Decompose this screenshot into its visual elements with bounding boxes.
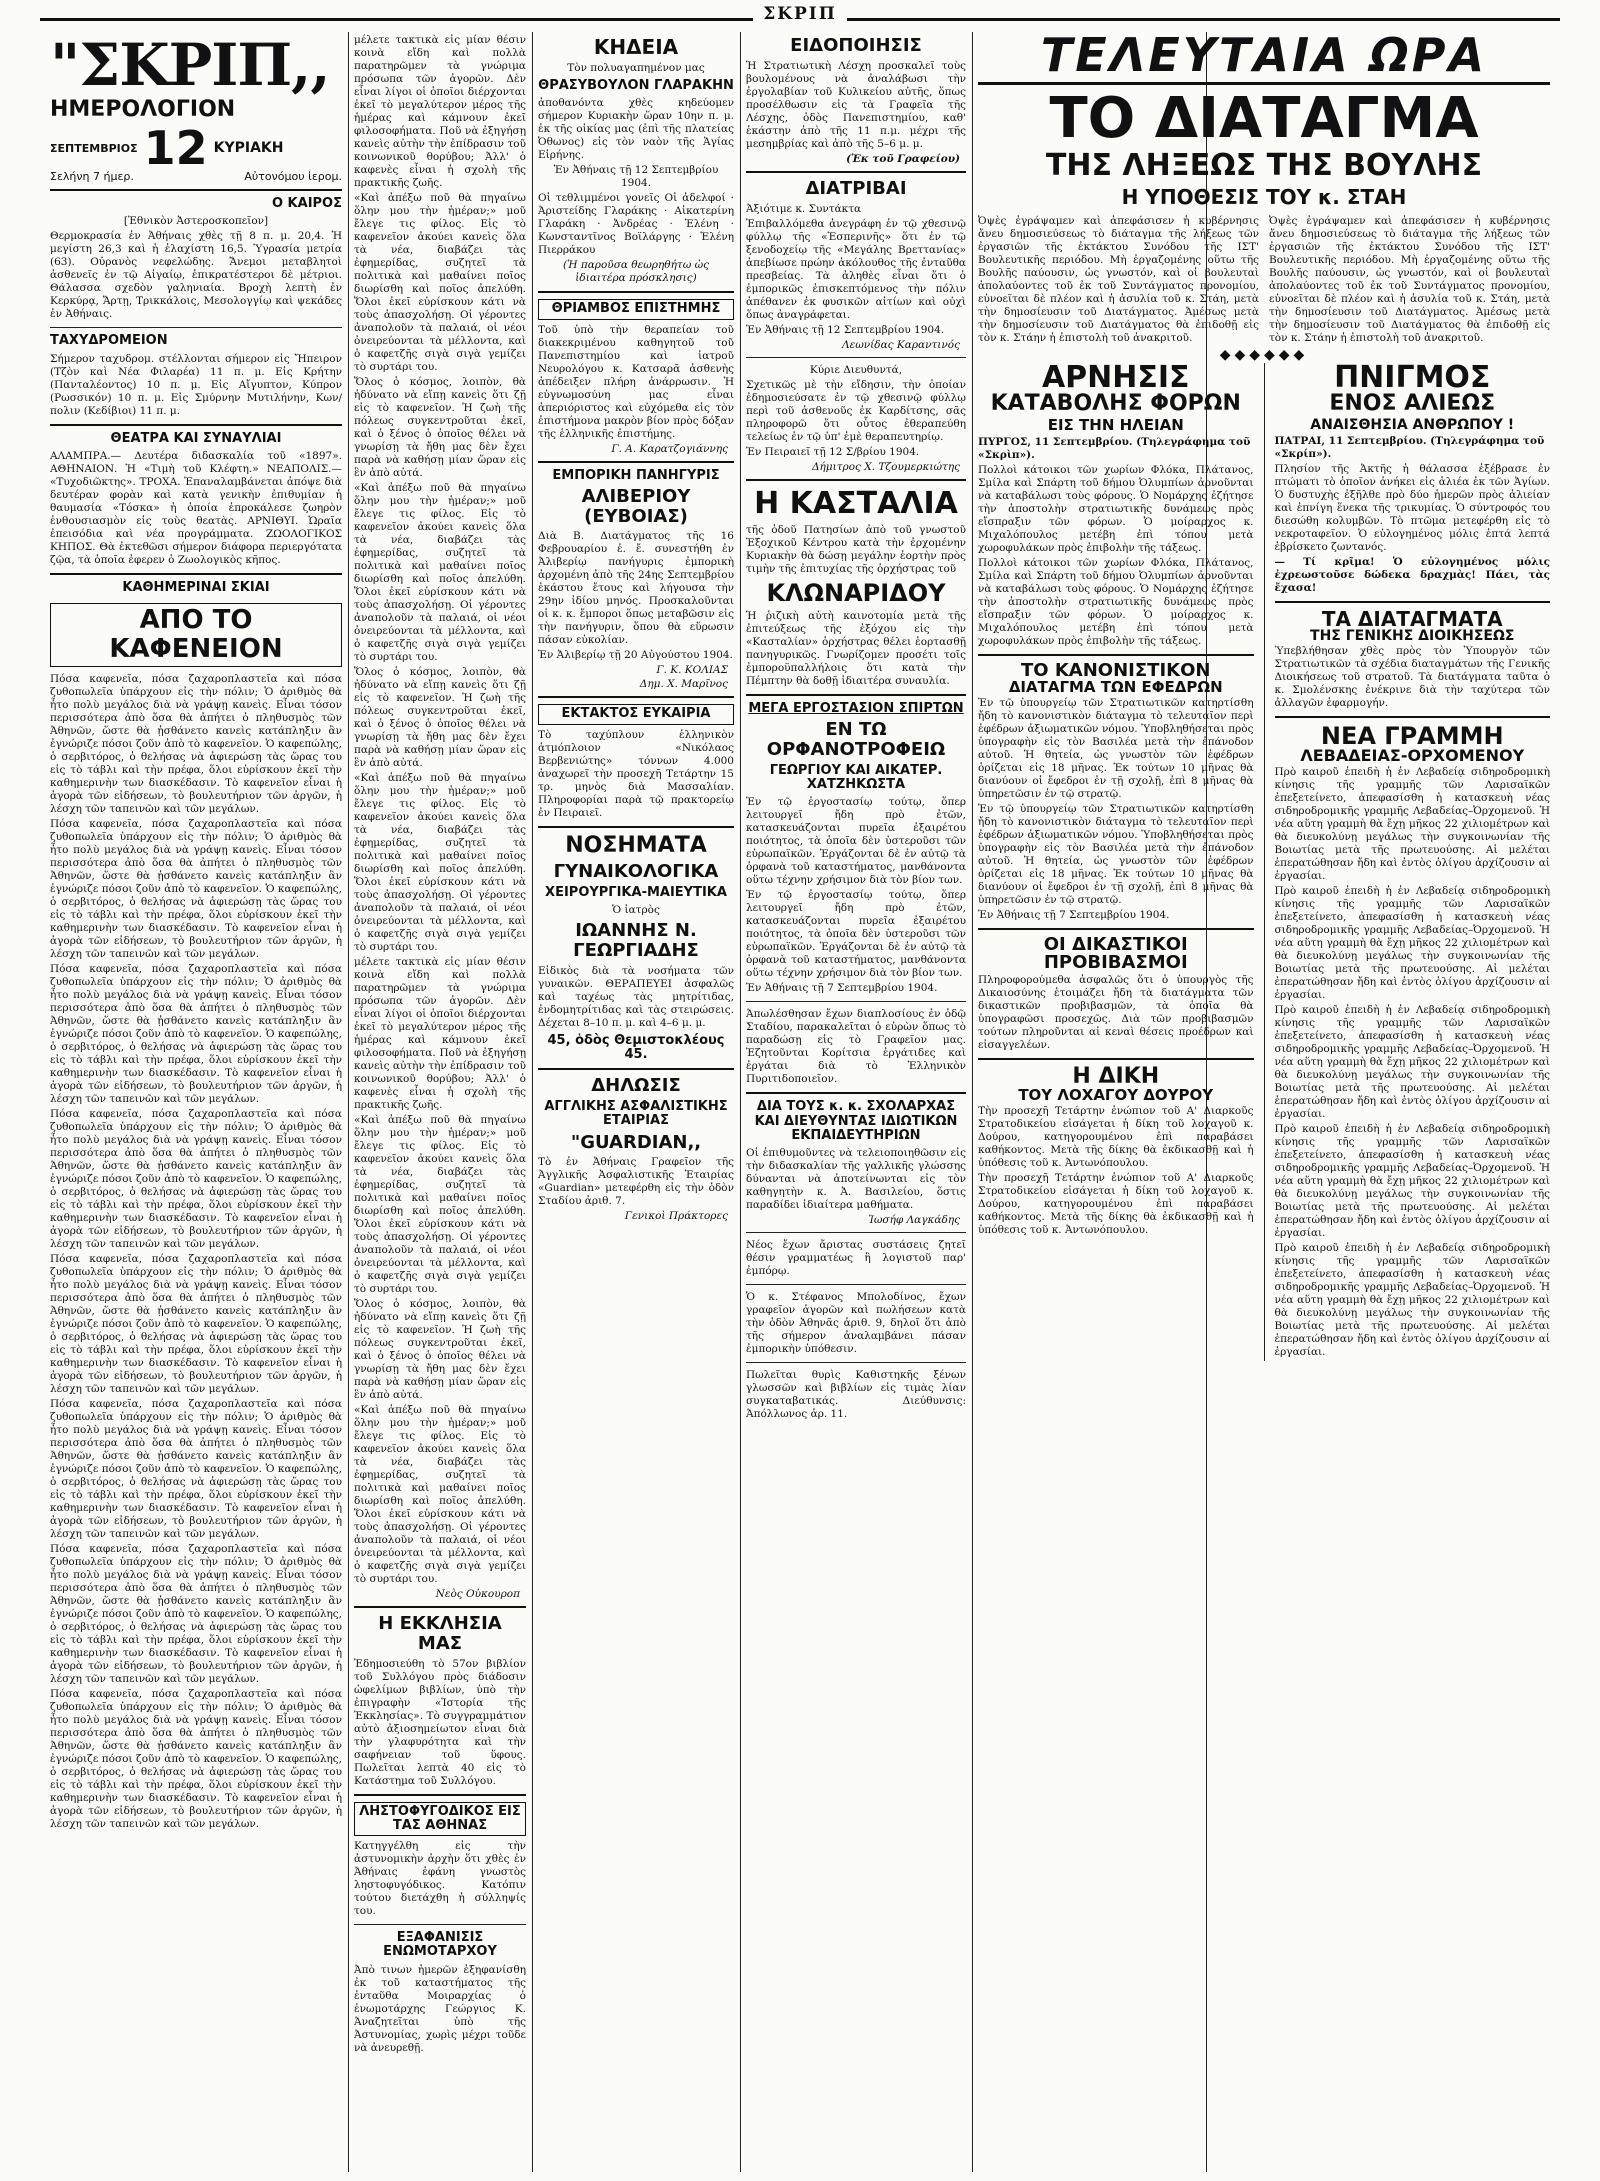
calendar-month: ΣΕΠΤΕΜΒΡΙΟΣ (50, 141, 138, 155)
cafe-continued-2: «Καὶ ἀπέξω ποῦ θὰ πηγαίνω ὅλην μου τὴν ἡμέραν;» μοῦ ἔλεγε τις φίλος. Εἰς τὸ καφενεῖον ἀκούει κανεὶς ὅλα τὰ νέα, διαβάζει τὰς ἐφημερίδας, συζητεῖ τὰ πολιτικὰ καὶ μαθαίνει ποῖος διωρίσθη καὶ ποῖος ἀπελύθη. Ὅλοι ἐκεῖ εὑρίσκουν κάτι νὰ τοὺς ἀπασχολήσῃ. Οἱ γέροντες ἀναπολοῦν τὰ παλαιά, οἱ νέοι ὀνειρεύονται τὰ μέλλοντα, καὶ ὁ καφετζῆς σιγὰ σιγὰ γεμίζει τὸ συρτάρι του. (354, 772, 526, 953)
gen-text: Ὑπεβλήθησαν χθὲς πρὸς τὸν Ὑπουργὸν τῶν Στρατιωτικῶν τὰ σχέδια διαταγμάτων τῆς Γενικῆς Διοικήσεως τοῦ στρατοῦ. Τὰ διατάγματα ταῦτα ὁ κ. Σμολένσκης ἐνέκρινε διὰ τὴν ταχύτερα τῶν ἀλλαγῶν ἐφαρμογήν. (1274, 645, 1550, 709)
robbers-text: Κατηγγέλθη εἰς τὴν ἀστυνομικὴν ἀρχὴν ὅτι χθὲς ἐν Ἀθήναις ἐφάνη γνωστὸς ληστοφυγόδικος. Κατόπιν τούτου διετάχθη ἡ σύλληψίς του. (354, 1840, 526, 1918)
orphan-heading: ΕΝ ΤΩ ΟΡΦΑΝΟΤΡΟΦΕΙΩ (766, 719, 946, 761)
funeral-text: ἀποθανόντα χθὲς κηδεύομεν σήμερον Κυριακὴν ὥραν 10ην π. μ. ἐκ τῆς οἰκίας μας (ἐπὶ τῆς πλατείας Ὀθωνος) εἰς τὸν ναὸν τῆς Ἁγίας Εἰρήνης. (538, 97, 734, 162)
fair-town: ΑΛΙΒΕΡΙΟΥ (ΕΥΒΟΙΑΣ) (581, 485, 691, 527)
notices-signature: (Ἐκ τοῦ Γραφείου) (846, 152, 960, 165)
cafe-continued-3: Ὅλος ὁ κόσμος, λοιπὸν, θὰ ἠδύνατο νὰ εἴπῃ κανεὶς ὅτι ζῇ εἰς τὸ καφενεῖον. Ἡ ζωὴ τῆς πόλεως συγκεντροῦται ἐκεῖ, καὶ ὁ ξένος ὁ ὁποῖος θέλει νὰ γνωρίσῃ τὰ ἤθη μας δὲν ἔχει παρὰ νὰ καθήσῃ μίαν ὥραν εἰς ἓν ἀπὸ αὐτά. (354, 666, 526, 769)
church-text: Ἐδημοσιεύθη τὸ 57ον βιβλίον τοῦ Συλλόγου πρὸς διάδοσιν ὠφελίμων βιβλίων, ὑπὸ τὴν ἐπιγραφὴν «Ἱστορία τῆς Ἐκκλησίας». Τὸ συγγραμμάτιον αὐτὸ ἀξιοσημείωτον εἶναι διὰ τὴν γλαφυρότητα καὶ τὴν σαφήνειαν τοῦ ὕφους. Πωλεῖται λεπτὰ 40 εἰς τὸ Κατάστημα τοῦ Συλλόγου. (354, 1657, 526, 1787)
notice-heading: ΔΗΛΩΣΙΣ (591, 1075, 681, 1097)
line-text-cont: Πρὸ καιροῦ ἐπειδὴ ἡ ἐν Λεβαδείᾳ σιδηροδρομικὴ κίνησις τῆς γραμμῆς τῶν Λαρισαϊκῶν ἐπεξετείνετο, ἀπεφασίσθη ἡ κατασκευὴ νέας σιδηροδρομικῆς γραμμῆς Λεβαδείας–Ὀρχομενοῦ. Ἡ νέα αὕτη γραμμὴ θὰ ἔχῃ μῆκος 22 χιλιομέτρων καὶ θὰ διευκολύνῃ μεγάλως τὴν συγκοινωνίαν τῆς Βοιωτίας μετὰ τῆς πρωτευούσης. Αἱ μελέται ἐπερατώθησαν ἤδη καὶ ἐντὸς ὀλίγου ἀρχίζουσιν αἱ ἐργασίαι. (1274, 1004, 1550, 1120)
cafe-continued: μέλετε τακτικὰ εἰς μίαν θέσιν κοινὰ εἴδη καὶ πολλὰ παρατηρῶμεν τὰ γνώριμα πρόσωπα τῶν ἀγορῶν. Δὲν εἶναι λίγοι οἱ ὁποῖοι διέρχονται ἐκεῖ τὸ μεγαλύτερον μέρος τῆς ἡμέρας καὶ κάμνουν ἐκεῖ φιλοσοφήματα. Ποῦ νὰ ἐξηγήσῃ κανεὶς αὐτὴν τὴν ἐπίδρασιν τοῦ κοινωνικοῦ θορύβου; Ἀλλ' ὁ καφενὲς εἶναι ἡ σχολὴ τῆς πρακτικῆς ζωῆς. (354, 956, 526, 1111)
line-text-cont: Πρὸ καιροῦ ἐπειδὴ ἡ ἐν Λεβαδείᾳ σιδηροδρομικὴ κίνησις τῆς γραμμῆς τῶν Λαρισαϊκῶν ἐπεξετείνετο, ἀπεφασίσθη ἡ κατασκευὴ νέας σιδηροδρομικῆς γραμμῆς Λεβαδείας–Ὀρχομενοῦ. Ἡ νέα αὕτη γραμμὴ θὰ ἔχῃ μῆκος 22 χιλιομέτρων καὶ θὰ διευκολύνῃ μεγάλως τὴν συγκοινωνίαν τῆς Βοιωτίας μετὰ τῆς πρωτευούσης. Αἱ μελέται ἐπερατώθησαν ἤδη καὶ ἐντὸς ὀλίγου ἀρχίζουσιν αἱ ἐργασίαι. (1274, 885, 1550, 1001)
cafe-continued-2: «Καὶ ἀπέξω ποῦ θὰ πηγαίνω ὅλην μου τὴν ἡμέραν;» μοῦ ἔλεγε τις φίλος. Εἰς τὸ καφενεῖον ἀκούει κανεὶς ὅλα τὰ νέα, διαβάζει τὰς ἐφημερίδας, συζητεῖ τὰ πολιτικὰ καὶ μαθαίνει ποῖος διωρίσθη καὶ ποῖος ἀπελύθη. Ὅλοι ἐκεῖ εὑρίσκουν κάτι νὰ τοὺς ἀπασχολήσῃ. Οἱ γέροντες ἀναπολοῦν τὰ παλαιά, οἱ νέοι ὀνειρεύονται τὰ μέλλοντα, καὶ ὁ καφετζῆς σιγὰ σιγὰ γεμίζει τὸ συρτάρι του. (354, 192, 526, 373)
letters-heading: ΔΙΑΤΡΙΒΑΙ (805, 177, 907, 199)
letters2-intro: Κύριε Διευθυντά, (809, 363, 903, 376)
cafe-continued-3: Ὅλος ὁ κόσμος, λοιπὸν, θὰ ἠδύνατο νὰ εἴπῃ κανεὶς ὅτι ζῇ εἰς τὸ καφενεῖον. Ἡ ζωὴ τῆς πόλεως συγκεντροῦται ἐκεῖ, καὶ ὁ ξένος ὁ ὁποῖος θέλει νὰ γνωρίσῃ τὰ ἤθη μας δὲν ἔχει παρὰ νὰ καθήσῃ μίαν ὥραν εἰς ἓν ἀπὸ αὐτά. (354, 1298, 526, 1401)
funeral-intro: Τὸν πολυαγαπημένον μας (567, 62, 705, 74)
cafe-text-cont: Πόσα καφενεῖα, πόσα ζαχαροπλαστεῖα καὶ πόσα ζυθοπωλεῖα ὑπάρχουν εἰς τὴν πόλιν; Ὁ ἀριθμὸς θὰ ἦτο πολὺ μεγάλος διὰ νὰ γράψῃ κανεὶς. Εἶναι τόσον περισσότερα ἀπὸ ὅσα θὰ ἀπήτει ὁ πληθυσμὸς τῶν Ἀθηνῶν, ὥστε θὰ ᾐσθάνετο κανεὶς κατάπληξιν ἂν ἐγνώριζε πόσοι ζοῦν ἀπὸ τὸ καφενεῖον. Ὁ καφεπώλης, ὁ σερβιτόρος, ὁ θελήσας νὰ ἀφιερώσῃ τὰς ὥρας του εἰς τὸ τάβλι καὶ τὴν πρέφα, ὅλοι εὑρίσκουν ἐκεῖ τὴν καθημερινὴν των διασκέδασιν. Τὸ καφενεῖον εἶναι ἡ ἀγορὰ τῶν εἰδήσεων, τὸ βουλευτήριον τῶν ἀργῶν, ἡ λέσχη τῶν ταπεινῶν καὶ τῶν μεγάλων. (50, 1252, 342, 1395)
doctor-address: 45, ὁδὸς Θεμιστοκλέους 45. (547, 1032, 725, 1062)
masthead (40, 4, 1560, 26)
column-5 (978, 32, 1550, 2172)
notice-sub: ΑΓΓΛΙΚΗΣ ΑΣΦΑΛΙΣΤΙΚΗΣ ΕΤΑΙΡΙΑΣ (544, 1099, 728, 1129)
cafe-text-cont: Πόσα καφενεῖα, πόσα ζαχαροπλαστεῖα καὶ πόσα ζυθοπωλεῖα ὑπάρχουν εἰς τὴν πόλιν; Ὁ ἀριθμὸς θὰ ἦτο πολὺ μεγάλος διὰ νὰ γράψῃ κανεὶς. Εἶναι τόσον περισσότερα ἀπὸ ὅσα θὰ ἀπήτει ὁ πληθυσμὸς τῶν Ἀθηνῶν, ὥστε θὰ ᾐσθάνετο κανεὶς κατάπληξιν ἂν ἐγνώριζε πόσοι ζοῦν ἀπὸ τὸ καφενεῖον. Ὁ καφεπώλης, ὁ σερβιτόρος, ὁ θελήσας νὰ ἀφιερώσῃ τὰς ὥρας του εἰς τὸ τάβλι καὶ τὴν πρέφα, ὅλοι εὑρίσκουν ἐκεῖ τὴν καθημερινὴν των διασκέδασιν. Τὸ καφενεῖον εἶναι ἡ ἀγορὰ τῶν εἰδήσεων, τὸ βουλευτήριον τῶν ἀργῶν, ἡ λέσχη τῶν ταπεινῶν καὶ τῶν μεγάλων. (50, 1542, 342, 1685)
cafe-text-cont: Πόσα καφενεῖα, πόσα ζαχαροπλαστεῖα καὶ πόσα ζυθοπωλεῖα ὑπάρχουν εἰς τὴν πόλιν; Ὁ ἀριθμὸς θὰ ἦτο πολὺ μεγάλος διὰ νὰ γράψῃ κανεὶς. Εἶναι τόσον περισσότερα ἀπὸ ὅσα θὰ ἀπήτει ὁ πληθυσμὸς τῶν Ἀθηνῶν, ὥστε θὰ ᾐσθάνετο κανεὶς κατάπληξιν ἂν ἐγνώριζε πόσοι ζοῦν ἀπὸ τὸ καφενεῖον. Ὁ καφεπώλης, ὁ σερβιτόρος, ὁ θελήσας νὰ ἀφιερώσῃ τὰς ὥρας του εἰς τὸ τάβλι καὶ τὴν πρέφα, ὅλοι εὑρίσκουν ἐκεῖ τὴν καθημερινὴν των διασκέδασιν. Τὸ καφενεῖον εἶναι ἡ ἀγορὰ τῶν εἰδήσεων, τὸ βουλευτήριον τῶν ἀργῶν, ἡ λέσχη τῶν ταπεινῶν καὶ τῶν μεγάλων. (50, 1107, 342, 1250)
daily-kicker: ΚΑΘΗΜΕΡΙΝΑΙ ΣΚΙΑΙ (122, 580, 270, 596)
orphan-sub: ΓΕΩΡΓΙΟΥ ΚΑΙ ΑΙΚΑΤΕΡ. ΧΑΤΖΗΚΩΣΤΑ (769, 762, 943, 793)
line-text-cont: Πρὸ καιροῦ ἐπειδὴ ἡ ἐν Λεβαδείᾳ σιδηροδρομικὴ κίνησις τῆς γραμμῆς τῶν Λαρισαϊκῶν ἐπεξετείνετο, ἀπεφασίσθη ἡ κατασκευὴ νέας σιδηροδρομικῆς γραμμῆς Λεβαδείας–Ὀρχομενοῦ. Ἡ νέα αὕτη γραμμὴ θὰ ἔχῃ μῆκος 22 χιλιομέτρων καὶ θὰ διευκολύνῃ μεγάλως τὴν συγκοινωνίαν τῆς Βοιωτίας μετὰ τῆς πρωτευούσης. Αἱ μελέται ἐπερατώθησαν ἤδη καὶ ἐντὸς ὀλίγου ἀρχίζουσιν αἱ ἐργασίαι. (1274, 1242, 1550, 1358)
masthead-title: ΣΚΡΙΠ (753, 4, 847, 24)
column-5-left (978, 363, 1254, 1361)
drown-sub: ΑΝΑΙΣΘΗΣΙΑ ΑΝΘΡΩΠΟΥ ! (1310, 417, 1515, 433)
tax-text: Πολλοὶ κάτοικοι τῶν χωρίων Φλόκα, Πλάτανος, Σμίλα καὶ Σπάρτη τοῦ δήμου Ὀλυμπίων ἀρνοῦνται νὰ καταβάλωσι τοὺς φόρους. Ὁ Νομάρχης ἐζήτησε τὴν ἀποστολὴν στρατιωτικῆς δυνάμεως πρὸς εἴσπραξιν τῶν φόρων. Ὁ μοίραρχος κ. Μιχαλόπουλος μετέβη ἐπὶ τόπου μετὰ χωροφυλάκων πρὸς ἐπιβολὴν τῆς τάξεως. (978, 464, 1254, 554)
tax-text-cont: Πολλοὶ κάτοικοι τῶν χωρίων Φλόκα, Πλάτανος, Σμίλα καὶ Σπάρτη τοῦ δήμου Ὀλυμπίων ἀρνοῦνται νὰ καταβάλωσι τοὺς φόρους. Ὁ Νομάρχης ἐζήτησε τὴν ἀποστολὴν στρατιωτικῆς δυνάμεως πρὸς εἴσπραξιν τῶν φόρων. Ὁ μοίραρχος κ. Μιχαλόπουλος μετέβη ἐπὶ τόπου μετὰ χωροφυλάκων πρὸς ἐπιβολὴν τῆς τάξεως. (978, 557, 1254, 647)
gen-heading: ΤΑ ΔΙΑΤΑΓΜΑΤΑ (1321, 607, 1503, 631)
last-hour-banner: ΤΕΛΕΥΤΑΙΑ ΩΡΑ (978, 32, 1550, 85)
decree-text-cont: Ὀψὲς ἐγράψαμεν καὶ ἀπεφάσισεν ἡ κυβέρνησις ἄνευ δημοσιεύσεως τὸ διάταγμα τῆς λήξεως τῶν ἐργασιῶν τῆς ἐκτάκτου Συνόδου τῆς ΙΣΤ' Βουλευτικῆς περιόδου. Μὴ ἐργαζομένης οὕτω τῆς Βουλῆς παύουσιν, ὡς γνωστόν, καὶ οἱ βουλευταὶ ἀπολαύοντες τοῦ ἐκ τοῦ Συντάγματος προνομίου, εὐνοεῖται δὲ πλέον καὶ ἡ ἀσυλία τοῦ κ. Στάη, μετὰ τὴν δημοσίευσιν τοῦ Διατάγματος. Ἀμέσως μετὰ τὴν δημοσίευσιν τοῦ Διατάγματος θὰ ἐπιδοθῇ εἰς τὸν κ. Στάην ἡ ἐπιστολὴ τοῦ ἀνακριτοῦ. (1269, 215, 1550, 344)
gen-heading-2: ΤΗΣ ΓΕΝΙΚΗΣ ΔΙΟΙΚΗΣΕΩΣ (1310, 628, 1515, 644)
schools-signature: Ἰωσήφ Λαγκάδης (868, 1214, 960, 1227)
fair-signature-2: Δημ. Χ. Μαρῖνος (639, 678, 728, 691)
letters2-date: Ἐν Πειραιεῖ τῇ 12 Σ/βρίου 1904. (746, 445, 920, 458)
court-heading-2: ΠΡΟΒΙΒΑΣΜΟΙ (1043, 952, 1188, 973)
tax-heading-2: ΚΑΤΑΒΟΛΗΣ ΦΟΡΩΝ (990, 391, 1241, 416)
cafe-continued-2: «Καὶ ἀπέξω ποῦ θὰ πηγαίνω ὅλην μου τὴν ἡμέραν;» μοῦ ἔλεγε τις φίλος. Εἰς τὸ καφενεῖον ἀκούει κανεὶς ὅλα τὰ νέα, διαβάζει τὰς ἐφημερίδας, συζητεῖ τὰ πολιτικὰ καὶ μαθαίνει ποῖος διωρίσθη καὶ ποῖος ἀπελύθη. Ὅλοι ἐκεῖ εὑρίσκουν κάτι νὰ τοὺς ἀπασχολήσῃ. Οἱ γέροντες ἀναπολοῦν τὰ παλαιά, οἱ νέοι ὀνειρεύονται τὰ μέλλοντα, καὶ ὁ καφετζῆς σιγὰ σιγὰ γεμίζει τὸ συρτάρι του. (354, 1404, 526, 1585)
tax-place: ΕΙΣ ΤΗΝ ΗΛΕΙΑΝ (1047, 416, 1184, 434)
letters-intro: Ἀξιότιμε κ. Συντάκτα (746, 202, 862, 215)
funeral-date: Ἐν Ἀθήναις τῇ 12 Σεπτεμβρίου 1904. (553, 164, 719, 190)
robbers-heading: ΛΗΣΤΟΦΥΓΟΔΙΚΟΣ ΕΙΣ ΤΑΣ ΑΘΗΝΑΣ (354, 1802, 526, 1837)
trial-text-cont: Τὴν προσεχῆ Τετάρτην ἐνώπιον τοῦ Α' Διαρκοῦς Στρατοδικείου εἰσάγεται ἡ δίκη τοῦ λοχαγοῦ κ. Δούρου, κατηγορουμένου ἐπὶ παραβάσει καθήκοντος. Μετὰ τῆς δίκης θὰ ἐκδικασθῇ καὶ ἡ ὑπόθεσις τοῦ κ. Ἀντωνόπουλου. (978, 1172, 1254, 1236)
kastalia-text-2: Ἡ ῥιζικὴ αὐτὴ καινοτομία μετὰ τῆς ἐπιτεύξεως τῆς ἐξόχου εἰς τὴν «Κασταλίαν» ὀρχήστρας θέλει ἑορτασθῇ πανηγυρικῶς. Γνωρίζομεν προσέτι τοῖς ἐμποροϋπαλλήλοις ὅτι κατὰ τὴν Πέμπτην θὰ δοθῇ ἰδιαιτέρα συναυλία. (746, 609, 966, 687)
schools-text: Οἱ ἐπιθυμοῦντες νὰ τελειοποιηθῶσιν εἰς τὴν διδασκαλίαν τῆς γαλλικῆς γλώσσης δύνανται νὰ ἀποτείνωνται εἰς τὸν καθηγητὴν κ. Ἀ. Βασιλείου, ὅστις παραδίδει ἰδιαίτερα μαθήματα. (746, 1147, 966, 1212)
ornament: ◆◆◆◆◆◆ (1219, 347, 1309, 363)
bargain-heading: ΕΚΤΑΚΤΟΣ ΕΥΚΑΙΡΙΑ (538, 704, 734, 724)
line-heading: ΝΕΑ ΓΡΑΜΜΗ (1320, 722, 1504, 750)
fair-text: Διὰ Β. Διατάγματος τῆς 16 Φεβρουαρίου ἐ. ἔ. συνεστήθη ἐν Ἀλιβερίῳ πανήγυρις ἐμπορικὴ ἀρχομένη ἀπὸ τῆς 24ης Σεπτεμβρίου ἑκάστου ἔτους καὶ λήγουσα τὴν 29ην ἰδίου μηνός. Προσκαλοῦνται οἱ κ. κ. ἔμποροι ὅπως μεταβῶσιν εἰς τὴν πανήγυριν, ὅπου θὰ εὕρωσιν πάσαν εὐκολίαν. (538, 530, 734, 647)
calendar-title: ΗΜΕΡΟΛΟΓΙΟΝ (50, 97, 236, 122)
doctor-name: ΙΩΑΝΝΗΣ Ν. ΓΕΩΡΓΙΑΔΗΣ (573, 920, 699, 961)
cafe-text-cont: Πόσα καφενεῖα, πόσα ζαχαροπλαστεῖα καὶ πόσα ζυθοπωλεῖα ὑπάρχουν εἰς τὴν πόλιν; Ὁ ἀριθμὸς θὰ ἦτο πολὺ μεγάλος διὰ νὰ γράψῃ κανεὶς. Εἶναι τόσον περισσότερα ἀπὸ ὅσα θὰ ἀπήτει ὁ πληθυσμὸς τῶν Ἀθηνῶν, ὥστε θὰ ᾐσθάνετο κανεὶς κατάπληξιν ἂν ἐγνώριζε πόσοι ζοῦν ἀπὸ τὸ καφενεῖον. Ὁ καφεπώλης, ὁ σερβιτόρος, ὁ θελήσας νὰ ἀφιερώσῃ τὰς ὥρας του εἰς τὸ τάβλι καὶ τὴν πρέφα, ὅλοι εὑρίσκουν ἐκεῖ τὴν καθημερινὴν των διασκέδασιν. Τὸ καφενεῖον εἶναι ἡ ἀγορὰ τῶν εἰδήσεων, τὸ βουλευτήριον τῶν ἀργῶν, ἡ λέσχη τῶν ταπεινῶν καὶ τῶν μεγάλων. (50, 962, 342, 1105)
kastalia-text: τῆς ὁδοῦ Πατησίων ἀπὸ τοῦ γνωστοῦ Ἐξοχικοῦ Κέντρου κατὰ τὴν ἐρχομένην Κυριακὴν θὰ δώσῃ μεγάλην ἑορτὴν πρὸς τιμὴν τῆς ἐπιτυχίας τῆς ὀρχήστρας τοῦ (746, 523, 966, 575)
court-text: Πληροφορούμεθα ἀσφαλῶς ὅτι ὁ ὑπουργὸς τῆς Δικαιοσύνης ἑτοιμάζει ἤδη τὰ διατάγματα τῶν δικαστικῶν προβιβασμῶν, τὰ ὁποῖα θὰ ὑπογραφῶσι προσεχῶς. Διὰ τῶν προβιβασμῶν τούτων πληροῦνται αἱ κεναὶ θέσεις προέδρων καὶ εἰσαγγελέων. (978, 974, 1254, 1051)
church-heading: Η ΕΚΚΛΗΣΙΑ ΜΑΣ (378, 1613, 502, 1654)
shop3-text: Πωλεῖται θυρὶς Καθιστηκῆς ξένων γλωσσῶν καὶ βιβλίων εἰς τιμὰς λίαν συγκαταβατικάς. Διεύθυνσις: Ἀπόλλωνος ἀρ. 11. (746, 1369, 966, 1421)
theatre-text: ΑΛΑΜΠΡΑ.— Δευτέρα διδασκαλία τοῦ «1897». ΑΘΗΝΑΙΟΝ. Ἡ «Τιμὴ τοῦ Κλέφτη.» ΝΕΑΠΟΛΙΣ.— «Τυχοδιῶκτης». ΤΡΟΧΑ. Ἐπαναλαμβάνεται ἀπόψε διὰ δευτέραν φορὰν καὶ κατὰ γενικὴν ἐπιθυμίαν ἡ θαυμασία «Τόσκα» ἡ ὁποία ἐπροκάλεσε ζωηρὸν ἐνθουσιασμὸν εἰς τοὺς θεατὰς. ΑΡΝΙΘΥΙ. Ὡραῖα ἐπεισόδια καὶ νέα προγράμματα. ΖΩΟΛΟΓΙΚΟΣ ΚΗΠΟΣ. Θὰ ἐκτεθῶσι σήμερον διάφορα περιεργότατα ζῷα, τὰ ὁποῖα ἐφερεν ὁ Ζωολογικὸς κῆπος. (50, 450, 342, 567)
column-2 (354, 32, 526, 2172)
cafe-continued-2: «Καὶ ἀπέξω ποῦ θὰ πηγαίνω ὅλην μου τὴν ἡμέραν;» μοῦ ἔλεγε τις φίλος. Εἰς τὸ καφενεῖον ἀκούει κανεὶς ὅλα τὰ νέα, διαβάζει τὰς ἐφημερίδας, συζητεῖ τὰ πολιτικὰ καὶ μαθαίνει ποῖος διωρίσθη καὶ ποῖος ἀπελύθη. Ὅλοι ἐκεῖ εὑρίσκουν κάτι νὰ τοὺς ἀπασχολήσῃ. Οἱ γέροντες ἀναπολοῦν τὰ παλαιά, οἱ νέοι ὀνειρεύονται τὰ μέλλοντα, καὶ ὁ καφετζῆς σιγὰ σιγὰ γεμίζει τὸ συρτάρι του. (354, 1114, 526, 1295)
bargain-text: Τὸ ταχύπλουν ἑλληνικὸν ἀτμόπλοιον «Νικόλαος Βερβενιώτης» τόννων 4.000 ἀναχωρεῖ τὴν προσεχῆ Τετάρτην 15 τρ. μηνὸς διὰ Μασσαλίαν. Πληροφορίαι παρὰ τῷ πρακτορείῳ ἐν Πειραιεῖ. (538, 728, 734, 819)
notice-text: Τὸ ἐν Ἀθήναις Γραφεῖον τῆς Ἀγγλικῆς Ἀσφαλιστικῆς Ἑταιρίας «Guardian» μετεφέρθη εἰς τὴν ὁδὸν Σταδίου ἀριθ. 7. (538, 1156, 734, 1208)
trial-heading: Η ΔΙΚΗ (1072, 1064, 1160, 1089)
vanish-heading: ΕΞΑΦΑΝΙΣΙΣ ΕΝΩΜΟΤΑΡΧΟΥ (383, 1930, 497, 1960)
moon-phase: Σελήνη 7 ήμερ. (50, 170, 134, 184)
fair-place: Ἐν Ἀλιβερίῳ τῇ 20 Αὐγούστου 1904. (538, 649, 733, 662)
cafe-continued: μέλετε τακτικὰ εἰς μίαν θέσιν κοινὰ εἴδη καὶ πολλὰ παρατηρῶμεν τὰ γνώριμα πρόσωπα τῶν ἀγορῶν. Δὲν εἶναι λίγοι οἱ ὁποῖοι διέρχονται ἐκεῖ τὸ μεγαλύτερον μέρος τῆς ἡμέρας καὶ κάμνουν ἐκεῖ φιλοσοφήματα. Ποῦ νὰ ἐξηγήσῃ κανεὶς αὐτὴν τὴν ἐπίδρασιν τοῦ κοινωνικοῦ θορύβου; Ἀλλ' ὁ καφενὲς εἶναι ἡ σχολὴ τῆς πρακτικῆς ζωῆς. (354, 34, 526, 189)
cafe-continued-3: Ὅλος ὁ κόσμος, λοιπὸν, θὰ ἠδύνατο νὰ εἴπῃ κανεὶς ὅτι ζῇ εἰς τὸ καφενεῖον. Ἡ ζωὴ τῆς πόλεως συγκεντροῦται ἐκεῖ, καὶ ὁ ξένος ὁ ὁποῖος θέλει νὰ γνωρίσῃ τὰ ἤθη μας δὲν ἔχει παρὰ νὰ καθήσῃ μίαν ὥραν εἰς ἓν ἀπὸ αὐτά. (354, 376, 526, 479)
column-rule (348, 32, 349, 2172)
triumph-text: Τοῦ ὑπὸ τὴν θεραπείαν τοῦ διακεκριμένου καθηγητοῦ τοῦ Πανεπιστημίου καὶ ἰατροῦ Νευρολόγου κ. Κατσαρᾶ ἀσθενὴς ἀπέδειξεν πλήρη ἀνάρρωσιν. Ἡ εὐγνωμοσύνη μας εἶναι ἀπεριόριστος καὶ εὐχόμεθα εἰς τὸν ἐπιστήμονα μακρὸν βίον πρὸς δόξαν τῆς ἑλληνικῆς ἐπιστήμης. (538, 323, 734, 440)
calendar-weekday: ΚΥΡΙΑΚΗ (213, 140, 284, 157)
letters2-signature: Δήμιτρος Χ. Τζουμερκιώτης (811, 460, 960, 473)
disease-heading: ΝΟΣΗΜΑΤΑ (565, 832, 707, 858)
drown-text: Πλησίον τῆς Ἀκτῆς ἡ θάλασσα ἐξέβρασε ἐν πτώματι τὸ ὁποῖον ἀνήκει εἰς ἁλιέα ἐκ τῶν Ἀγίων. Ὁ δυστυχὴς ἐξῆλθε πρὸ δύο ἡμερῶν πρὸς ἁλιείαν καὶ ἐπνίγη ἕνεκα τῆς τρικυμίας. Ὁ σύντροφός του διεσώθη κολυμβῶν. Τὸ πτῶμα μετεφέρθη εἰς τὸ νεκροταφεῖον. Ὁ εὐλογημένος μόλις ἐπτά λεπτά ἐβρίσκετο ζωντανός. (1274, 463, 1550, 553)
decree-sub: Η ΥΠΟΘΕΣΙΣ ΤΟΥ κ. ΣΤΑΗ (1121, 185, 1407, 209)
regs-heading: ΤΟ ΚΑΝΟΝΙΣΤΙΚΟΝ (1021, 660, 1211, 681)
tax-heading: ΑΡΝΗΣΙΣ (1041, 363, 1190, 395)
deceased-name: ΘΡΑΣΥΒΟΥΛΟΝ ΓΛΑΡΑΚΗΝ (538, 78, 734, 93)
orphan-text-cont: Ἐν τῷ ἐργοστασίῳ τούτῳ, ὅπερ λειτουργεῖ ἤδη πρὸ ἐτῶν, κατασκευάζονται πυρεῖα ἐξαιρέτου ποιότητος, τὰ ὁποῖα δὲν ὑστεροῦσι τῶν εὐρωπαϊκῶν. Ἐργάζονται δὲ ἐν αὐτῷ τὰ ὀρφανὰ τοῦ καταστήματος, μανθάνοντα οὕτω τέχνην χρήσιμον διὰ τὸν βίον των. (746, 889, 966, 980)
trial-heading-2: ΤΟΥ ΛΟΧΑΓΟΥ ΔΟΥΡΟΥ (1018, 1086, 1214, 1104)
line-text: Πρὸ καιροῦ ἐπειδὴ ἡ ἐν Λεβαδείᾳ σιδηροδρομικὴ κίνησις τῆς γραμμῆς τῶν Λαρισαϊκῶν ἐπεξετείνετο, ἀπεφασίσθη ἡ κατασκευὴ νέας σιδηροδρομικῆς γραμμῆς Λεβαδείας–Ὀρχομενοῦ. Ἡ νέα αὕτη γραμμὴ θὰ ἔχῃ μῆκος 22 χιλιομέτρων καὶ θὰ διευκολύνῃ μεγάλως τὴν συγκοινωνίαν τῆς Βοιωτίας μετὰ τῆς πρωτευούσης. Αἱ μελέται ἐπερατώθησαν ἤδη καὶ ἐντὸς ὀλίγου ἀρχίζουσιν αἱ ἐργασίαι. (1274, 766, 1550, 882)
triumph-heading: ΘΡΙΑΜΒΟΣ ΕΠΙΣΤΗΜΗΣ (538, 299, 734, 319)
regs-heading-2: ΔΙΑΤΑΓΜΑ ΤΩΝ ΕΦΕΔΡΩΝ (1008, 678, 1223, 696)
column-rule (972, 32, 973, 2172)
fair-signature: Γ. Κ. ΚΟΛΙΑΣ (656, 664, 728, 677)
cafe-text-cont: Πόσα καφενεῖα, πόσα ζαχαροπλαστεῖα καὶ πόσα ζυθοπωλεῖα ὑπάρχουν εἰς τὴν πόλιν; Ὁ ἀριθμὸς θὰ ἦτο πολὺ μεγάλος διὰ νὰ γράψῃ κανεὶς. Εἶναι τόσον περισσότερα ἀπὸ ὅσα θὰ ἀπήτει ὁ πληθυσμὸς τῶν Ἀθηνῶν, ὥστε θὰ ᾐσθάνετο κανεὶς κατάπληξιν ἂν ἐγνώριζε πόσοι ζοῦν ἀπὸ τὸ καφενεῖον. Ὁ καφεπώλης, ὁ σερβιτόρος, ὁ θελήσας νὰ ἀφιερώσῃ τὰς ὥρας του εἰς τὸ τάβλι καὶ τὴν πρέφα, ὅλοι εὑρίσκουν ἐκεῖ τὴν καθημερινὴν των διασκέδασιν. Τὸ καφενεῖον εἶναι ἡ ἀγορὰ τῶν εἰδήσεων, τὸ βουλευτήριον τῶν ἀργῶν, ἡ λέσχη τῶν ταπεινῶν καὶ τῶν μεγάλων. (50, 817, 342, 960)
theatre-heading: ΘΕΑΤΡΑ ΚΑΙ ΣΥΝΑΥΛΙΑΙ (110, 430, 282, 446)
disease-sub: ΓΥΝΑΙΚΟΛΟΓΙΚΑ (553, 860, 719, 882)
kastalia-heading: Η ΚΑΣΤΑΛΙΑ (754, 485, 958, 521)
cafe-continued-2: «Καὶ ἀπέξω ποῦ θὰ πηγαίνω ὅλην μου τὴν ἡμέραν;» μοῦ ἔλεγε τις φίλος. Εἰς τὸ καφενεῖον ἀκούει κανεὶς ὅλα τὰ νέα, διαβάζει τὰς ἐφημερίδας, συζητεῖ τὰ πολιτικὰ καὶ μαθαίνει ποῖος διωρίσθη καὶ ποῖος ἀπελύθη. Ὅλοι ἐκεῖ εὑρίσκουν κάτι νὰ τοὺς ἀπασχολήσῃ. Οἱ γέροντες ἀναπολοῦν τὰ παλαιά, οἱ νέοι ὀνειρεύονται τὰ μέλλοντα, καὶ ὁ καφετζῆς σιγὰ σιγὰ γεμίζει τὸ συρτάρι του. (354, 482, 526, 663)
weather-source: [Ἐθνικὸν Ἀστεροσκοπεῖον] (123, 215, 269, 228)
drown-end: — Τί κρῖμα! Ὁ εὐλογημένος μόλις ἐχρεωστοῦσε δώδεκα δραχμὰς! Πάει, τὰς ἔχασα! (1274, 556, 1550, 594)
vanish-text: Ἀπὸ τινων ἡμερῶν ἐξηφανίσθη ἐκ τοῦ καταστήματος τῆς ἐνταῦθα Μοιραρχίας ὁ ἐνωμοτάρχης Γεώργιος Κ. Ἀναζητεῖται ὑπὸ τῆς Ἀστυνομίας, χωρὶς μέχρι τοῦδε νὰ ἀνευρεθῇ. (354, 1963, 526, 2054)
ads-text: Ἀπωλέσθησαν ἔχων διαπλοσίους ἐν ὁδῷ Σταδίου, παρακαλεῖται ὁ εὑρὼν ὅπως τὸ παραδώσῃ εἰς τὸ Γραφεῖον μας. Ἐζητοῦνται Κορίτσια ἐργάτιδες καὶ ἐργάται διὰ τὸ Ἑλληνικὸν Πυριτιδοποιεῖον. (746, 1008, 966, 1086)
schools-heading: ΔΙΑ ΤΟΥΣ κ. κ. ΣΧΟΛΑΡΧΑΣ ΚΑΙ ΔΙΕΥΘΥΝΤΑΣ ΙΔΙΩΤΙΚΩΝ ΕΚΠΑΙΔΕΥΤΗΡΙΩΝ (754, 1099, 958, 1144)
paper-title: "ΣΚΡΙΠ,, (50, 32, 330, 99)
cafe-text: Πόσα καφενεῖα, πόσα ζαχαροπλαστεῖα καὶ πόσα ζυθοπωλεῖα ὑπάρχουν εἰς τὴν πόλιν; Ὁ ἀριθμὸς θὰ ἦτο πολὺ μεγάλος διὰ νὰ γράψῃ κανεὶς. Εἶναι τόσον περισσότερα ἀπὸ ὅσα θὰ ἀπήτει ὁ πληθυσμὸς τῶν Ἀθηνῶν, ὥστε θὰ ᾐσθάνετο κανεὶς κατάπληξιν ἂν ἐγνώριζε πόσοι ζοῦν ἀπὸ τὸ καφενεῖον. Ὁ καφεπώλης, ὁ σερβιτόρος, ὁ θελήσας νὰ ἀφιερώσῃ τὰς ὥρας του εἰς τὸ τάβλι καὶ τὴν πρέφα, ὅλοι εὑρίσκουν ἐκεῖ τὴν καθημερινὴν των διασκέδασιν. Τὸ καφενεῖον εἶναι ἡ ἀγορὰ τῶν εἰδήσεων, τὸ βουλευτήριον τῶν ἀργῶν, ἡ λέσχη τῶν ταπεινῶν καὶ τῶν μεγάλων. (50, 672, 342, 815)
shop2-text: Ὁ κ. Στέφανος Μπολοδίνος, ἔχων γραφεῖον ἀγορῶν καὶ πωλήσεων κατὰ τὴν ὁδὸν Ἀθηνᾶς ἀριθ. 9, δηλοῖ ὅτι ἀπὸ τῆς σήμερον ἀναλαμβάνει πάσαν ἐμπορικὴν ὑπόθεσιν. (746, 1291, 966, 1356)
fair-heading: ΕΜΠΟΡΙΚΗ ΠΑΝΗΓΥΡΙΣ (552, 467, 720, 483)
notice-name: "GUARDIAN,, (570, 1131, 702, 1153)
decree-heading: ΤΟ ΔΙΑΤΑΓΜΑ (1049, 86, 1479, 151)
doctor-pre: Ὁ ἰατρὸς (612, 904, 660, 917)
cafe-text-cont: Πόσα καφενεῖα, πόσα ζαχαροπλαστεῖα καὶ πόσα ζυθοπωλεῖα ὑπάρχουν εἰς τὴν πόλιν; Ὁ ἀριθμὸς θὰ ἦτο πολὺ μεγάλος διὰ νὰ γράψῃ κανεὶς. Εἶναι τόσον περισσότερα ἀπὸ ὅσα θὰ ἀπήτει ὁ πληθυσμὸς τῶν Ἀθηνῶν, ὥστε θὰ ᾐσθάνετο κανεὶς κατάπληξιν ἂν ἐγνώριζε πόσοι ζοῦν ἀπὸ τὸ καφενεῖον. Ὁ καφεπώλης, ὁ σερβιτόρος, ὁ θελήσας νὰ ἀφιερώσῃ τὰς ὥρας του εἰς τὸ τάβλι καὶ τὴν πρέφα, ὅλοι εὑρίσκουν ἐκεῖ τὴν καθημερινὴν των διασκέδασιν. Τὸ καφενεῖον εἶναι ἡ ἀγορὰ τῶν εἰδήσεων, τὸ βουλευτήριον τῶν ἀργῶν, ἡ λέσχη τῶν ταπεινῶν καὶ τῶν μεγάλων. (50, 1397, 342, 1540)
doctor-text: Εἰδικὸς διὰ τὰ νοσήματα τῶν γυναικῶν. ΘΕΡΑΠΕΥΕΙ ἀσφαλῶς καὶ ταχέως τὰς μητρίτιδας, ἐνδομητρίτιδας καὶ τὰς στειρώσεις. Δέχεται 8–10 π. μ. καὶ 4–6 μ. μ. (538, 964, 734, 1029)
letters-signature: Λεωνίδας Καραντινός (841, 338, 960, 351)
decree-heading-2: ΤΗΣ ΛΗΞΕΩΣ ΤΗΣ ΒΟΥΛΗΣ (1045, 148, 1483, 183)
shop-text: Νέος ἔχων ἄριστας συστάσεις ζητεῖ θέσιν γραμματέως ἢ λογιστοῦ παρ' ἐμπόρῳ. (746, 1239, 966, 1278)
drown-heading: ΠΝΙΓΜΟΣ (1334, 363, 1491, 395)
orphan-kicker: ΜΕΓΑ ΕΡΓΟΣΤΑΣΙΟΝ ΣΠΙΡΤΩΝ (748, 700, 964, 716)
orphan-text: Ἐν τῷ ἐργοστασίῳ τούτῳ, ὅπερ λειτουργεῖ ἤδη πρὸ ἐτῶν, κατασκευάζονται πυρεῖα ἐξαιρέτου ποιότητος, τὰ ὁποῖα δὲν ὑστεροῦσι τῶν εὐρωπαϊκῶν. Ἐργάζονται δὲ ἐν αὐτῷ τὰ ὀρφανὰ τοῦ καταστήματος, μανθάνοντα οὕτω τέχνην χρήσιμον διὰ τὸν βίον των. (746, 796, 966, 887)
regs-text: Ἐν τῷ ὑπουργείῳ τῶν Στρατιωτικῶν κατηρτίσθη ἤδη τὸ κανονιστικὸν διάταγμα τὸ τελευταῖον περὶ ἐφέδρων ἀξιωματικῶν νόμου. Ὑποβληθήσεται πρὸς ὑπογραφὴν εἰς τὸν Βασιλέα μετὰ τὴν ἐπάνοδον αὐτοῦ. Ἡ θητεία, ὡς γνωστὸν τῶν ἐφέδρων ὁρίζεται εἰς 18 μῆνας. Ἐκ τούτων 10 μῆνας θὰ διανύουν οἱ ἔφεδροι ἐν τῇ σχολῇ, ἐπὶ 8 μῆνας θὰ ὑπηρετῶσιν ἐν τῷ στρατῷ. (978, 697, 1254, 800)
notice-signature: Γενικοὶ Πράκτορες (624, 1210, 728, 1223)
drown-dateline: ΠΑΤΡΑΙ, 11 Σεπτεμβρίου. (Τηλεγράφημα τοῦ «Σκρίπ»). (1274, 435, 1545, 460)
trial-text: Τὴν προσεχῆ Τετάρτην ἐνώπιον τοῦ Α' Διαρκοῦς Στρατοδικείου εἰσάγεται ἡ δίκη τοῦ λοχαγοῦ κ. Δούρου, κατηγορουμένου ἐπὶ παραβάσει καθήκοντος. Μετὰ τῆς δίκης θὰ ἐκδικασθῇ καὶ ἡ ὑπόθεσις τοῦ κ. Ἀντωνόπουλου. (978, 1105, 1254, 1169)
cafe-heading: ΑΠΟ ΤΟ ΚΑΦΕΝΕΙΟΝ (50, 603, 342, 666)
regs-text-cont: Ἐν τῷ ὑπουργείῳ τῶν Στρατιωτικῶν κατηρτίσθη ἤδη τὸ κανονιστικὸν διάταγμα τὸ τελευταῖον περὶ ἐφέδρων ἀξιωματικῶν νόμου. Ὑποβληθήσεται πρὸς ὑπογραφὴν εἰς τὸν Βασιλέα μετὰ τὴν ἐπάνοδον αὐτοῦ. Ἡ θητεία, ὡς γνωστὸν τῶν ἐφέδρων ὁρίζεται εἰς 18 μῆνας. Ἐκ τούτων 10 μῆνας θὰ διανύουν οἱ ἔφεδροι ἐν τῇ σχολῇ, ἐπὶ 8 μῆνας θὰ ὑπηρετῶσιν ἐν τῷ στρατῷ. (978, 803, 1254, 906)
column-rule (740, 32, 741, 2172)
funeral-heading: ΚΗΔΕΙΑ (593, 35, 679, 59)
funeral-note: (Ἡ παροῦσα θεωρηθήτω ὡς ἰδιαιτέρα πρόσκλησις) (562, 259, 710, 285)
funeral-mourners: Οἱ τεθλιμμένοι γονεῖς Οἱ ἀδελφοί · Ἀριστείδης Γλαράκης · Αἰκατερίνη Γλαράκη · Ἀνδρέας · Ἐλένη · Κωνσταντῖνος Βοϊλάργης · Ἑλένη Πιερράκου (538, 192, 734, 257)
saint-of-day: Αὐτονόμου ἱερομ. (244, 170, 342, 184)
regs-date: Ἐν Ἀθήναις τῇ 7 Σεπτεμβρίου 1904. (978, 909, 1170, 921)
column-3 (538, 32, 734, 2172)
line-text-cont: Πρὸ καιροῦ ἐπειδὴ ἡ ἐν Λεβαδείᾳ σιδηροδρομικὴ κίνησις τῆς γραμμῆς τῶν Λαρισαϊκῶν ἐπεξετείνετο, ἀπεφασίσθη ἡ κατασκευὴ νέας σιδηροδρομικῆς γραμμῆς Λεβαδείας–Ὀρχομενοῦ. Ἡ νέα αὕτη γραμμὴ θὰ ἔχῃ μῆκος 22 χιλιομέτρων καὶ θὰ διευκολύνῃ μεγάλως τὴν συγκοινωνίαν τῆς Βοιωτίας μετὰ τῆς πρωτευούσης. Αἱ μελέται ἐπερατώθησαν ἤδη καὶ ἐντὸς ὀλίγου ἀρχίζουσιν αἱ ἐργασίαι. (1274, 1123, 1550, 1239)
letters2-text: Σχετικῶς μὲ τὴν εἴδησιν, τὴν ὁποίαν ἐδημοσιεύσατε ἐν τῷ χθεσινῷ φύλλῳ περὶ τοῦ ἀσθενοῦς ἐκ Καρδίτσης, σᾶς πληροφορῶ ὅτι οὗτος ἐθεραπεύθη τελείως ἐν τῷ ὑπ' ἐμὲ θεραπευτηρίῳ. (746, 378, 966, 443)
column-4 (746, 32, 966, 2172)
decree-text: Ὀψὲς ἐγράψαμεν καὶ ἀπεφάσισεν ἡ κυβέρνησις ἄνευ δημοσιεύσεως τὸ διάταγμα τῆς λήξεως τῶν ἐργασιῶν τῆς ἐκτάκτου Συνόδου τῆς ΙΣΤ' Βουλευτικῆς περιόδου. Μὴ ἐργαζομένης οὕτω τῆς Βουλῆς παύουσιν, ὡς γνωστόν, καὶ οἱ βουλευταὶ ἀπολαύοντες τοῦ ἐκ τοῦ Συντάγματος προνομίου, εὐνοεῖται δὲ πλέον καὶ ἡ ἀσυλία τοῦ κ. Στάη, μετὰ τὴν δημοσίευσιν τοῦ Διατάγματος. Ἀμέσως μετὰ τὴν δημοσίευσιν τοῦ Διατάγματος θὰ ἐπιδοθῇ εἰς τὸν κ. Στάην ἡ ἐπιστολὴ τοῦ ἀνακριτοῦ. (978, 215, 1259, 344)
weather-text: Θερμοκρασία ἐν Ἀθήναις χθὲς τῇ 8 π. μ. 20,4. Ἡ μεγίστη 26,3 καὶ ἡ ἐλαχίστη 16,5. Ὑγρασία μετρία (63). Οὐρανὸς νεφελώδης. Ἄνεμοι μεταβλητοὶ ἀσθενεῖς ἐν τῷ Αἰγαίῳ, ἐπικρατέστεροι δὲ μέτριοι. Θάλασσα σχεδὸν γαληνιαία. Βροχὴ λεπτὴ ἐν Κερκύρᾳ, Ἄρτῃ, Τρικκάλοις, Μεσολογγίῳ καὶ ψεκάδες ἐν Ἀθήναις. (50, 230, 342, 321)
disease-sub-2: ΧΕΙΡΟΥΡΓΙΚΑ-ΜΑΙΕΥΤΙΚΑ (545, 884, 727, 900)
calendar-day: 12 (143, 121, 208, 176)
court-heading: ΟΙ ΔΙΚΑΣΤΙΚΟΙ (1043, 934, 1188, 955)
line-heading-2: ΛΕΒΑΔΕΙΑΣ-ΟΡΧΟΜΕΝΟΥ (1300, 746, 1525, 765)
notices-text: Ἡ Στρατιωτικὴ Λέσχη προσκαλεῖ τοὺς βουλομένους νὰ ἀναλάβωσι τὴν ἐργολαβίαν τοῦ Κυλικείου αὐτῆς, ὅπως προσέλθωσιν εἰς τὰ Γραφεῖα τῆς Λέσχης, ὁδὸς Πανεπιστημίου, καθ' ἑκάστην ἀπὸ τῆς 11 π.μ. μέχρι τῆς μεσημβρίας καὶ ἀπὸ τῆς 5–6 μ. μ. (746, 59, 966, 150)
post-text: Σήμερον ταχυδρομ. στέλλονται σήμερον εἰς Ἤπειρον (Τζὸν καὶ Νέα Φιλαρέα) 11 π. μ. Εἰς Κρήτην (Πανταλέοντος) 10 π. μ. Εἰς Αἴγυπτον, Κύπρον (Ρωσσικόν) 10 π. μ. Εἰς Σμύρνην Μυτιλήνην, Κων/πολιν (Κεδίβιοι) 11 π. μ. (50, 352, 342, 417)
kastalia-name: ΚΛΩΝΑΡΙΔΟΥ (766, 578, 946, 607)
column-rule (532, 32, 533, 2172)
weather-heading: Ο ΚΑΙΡΟΣ (271, 196, 342, 212)
letters-date: Ἐν Ἀθήναις τῇ 12 Σεπτεμβρίου 1904. (746, 323, 945, 336)
drown-heading-2: ΕΝΟΣ ΑΛΙΕΩΣ (1329, 391, 1496, 416)
column-1 (50, 32, 342, 2172)
cafe-signature: Νεὸς Οὐκουροπ (435, 1588, 520, 1600)
calendar-row (50, 121, 342, 176)
triumph-signature: Γ. Α. Καρατζογιάννης (611, 442, 728, 455)
orphan-date: Ἐν Ἀθήναις τῇ 7 Σεπτεμβρίου 1904. (746, 982, 938, 995)
post-heading: ΤΑΧΥΔΡΟΜΕΙΟΝ (50, 333, 168, 349)
letters-text: Ἐπιβαλλόμεθα ἀνεγράφη ἐν τῷ χθεσινῷ φύλλῳ τῆς «Ἑσπερινῆς» ὅτι ἐν τῷ ξενοδοχείῳ τῆς «Μεγάλης Βρεττανίας» ἀπεβίωσε πρώην ἀκόλουθος τῆς ἐνταῦθα πρεσβείας. Τὰ ἀληθὲς εἶναι ὅτι ὁ ἐμπορικῶς ἐπισκεπτόμενος τὴν πόλιν ἀπέθανεν ἐκ φυσικῶν αἰτίων καὶ οὐχὶ ὅπως ἀναγράφεται. (746, 217, 966, 321)
tax-dateline: ΠΥΡΓΟΣ, 11 Σεπτεμβρίου. (Τηλεγράφημα τοῦ «Σκρὶπ»). (978, 436, 1251, 461)
notices-heading: ΕΙΔΟΠΟΙΗΣΙΣ (790, 35, 922, 56)
column-5-right (1275, 363, 1551, 1361)
cafe-text-cont: Πόσα καφενεῖα, πόσα ζαχαροπλαστεῖα καὶ πόσα ζυθοπωλεῖα ὑπάρχουν εἰς τὴν πόλιν; Ὁ ἀριθμὸς θὰ ἦτο πολὺ μεγάλος διὰ νὰ γράψῃ κανεὶς. Εἶναι τόσον περισσότερα ἀπὸ ὅσα θὰ ἀπήτει ὁ πληθυσμὸς τῶν Ἀθηνῶν, ὥστε θὰ ᾐσθάνετο κανεὶς κατάπληξιν ἂν ἐγνώριζε πόσοι ζοῦν ἀπὸ τὸ καφενεῖον. Ὁ καφεπώλης, ὁ σερβιτόρος, ὁ θελήσας νὰ ἀφιερώσῃ τὰς ὥρας του εἰς τὸ τάβλι καὶ τὴν πρέφα, ὅλοι εὑρίσκουν ἐκεῖ τὴν καθημερινὴν των διασκέδασιν. Τὸ καφενεῖον εἶναι ἡ ἀγορὰ τῶν εἰδήσεων, τὸ βουλευτήριον τῶν ἀργῶν, ἡ λέσχη τῶν ταπεινῶν καὶ τῶν μεγάλων. (50, 1687, 342, 1830)
